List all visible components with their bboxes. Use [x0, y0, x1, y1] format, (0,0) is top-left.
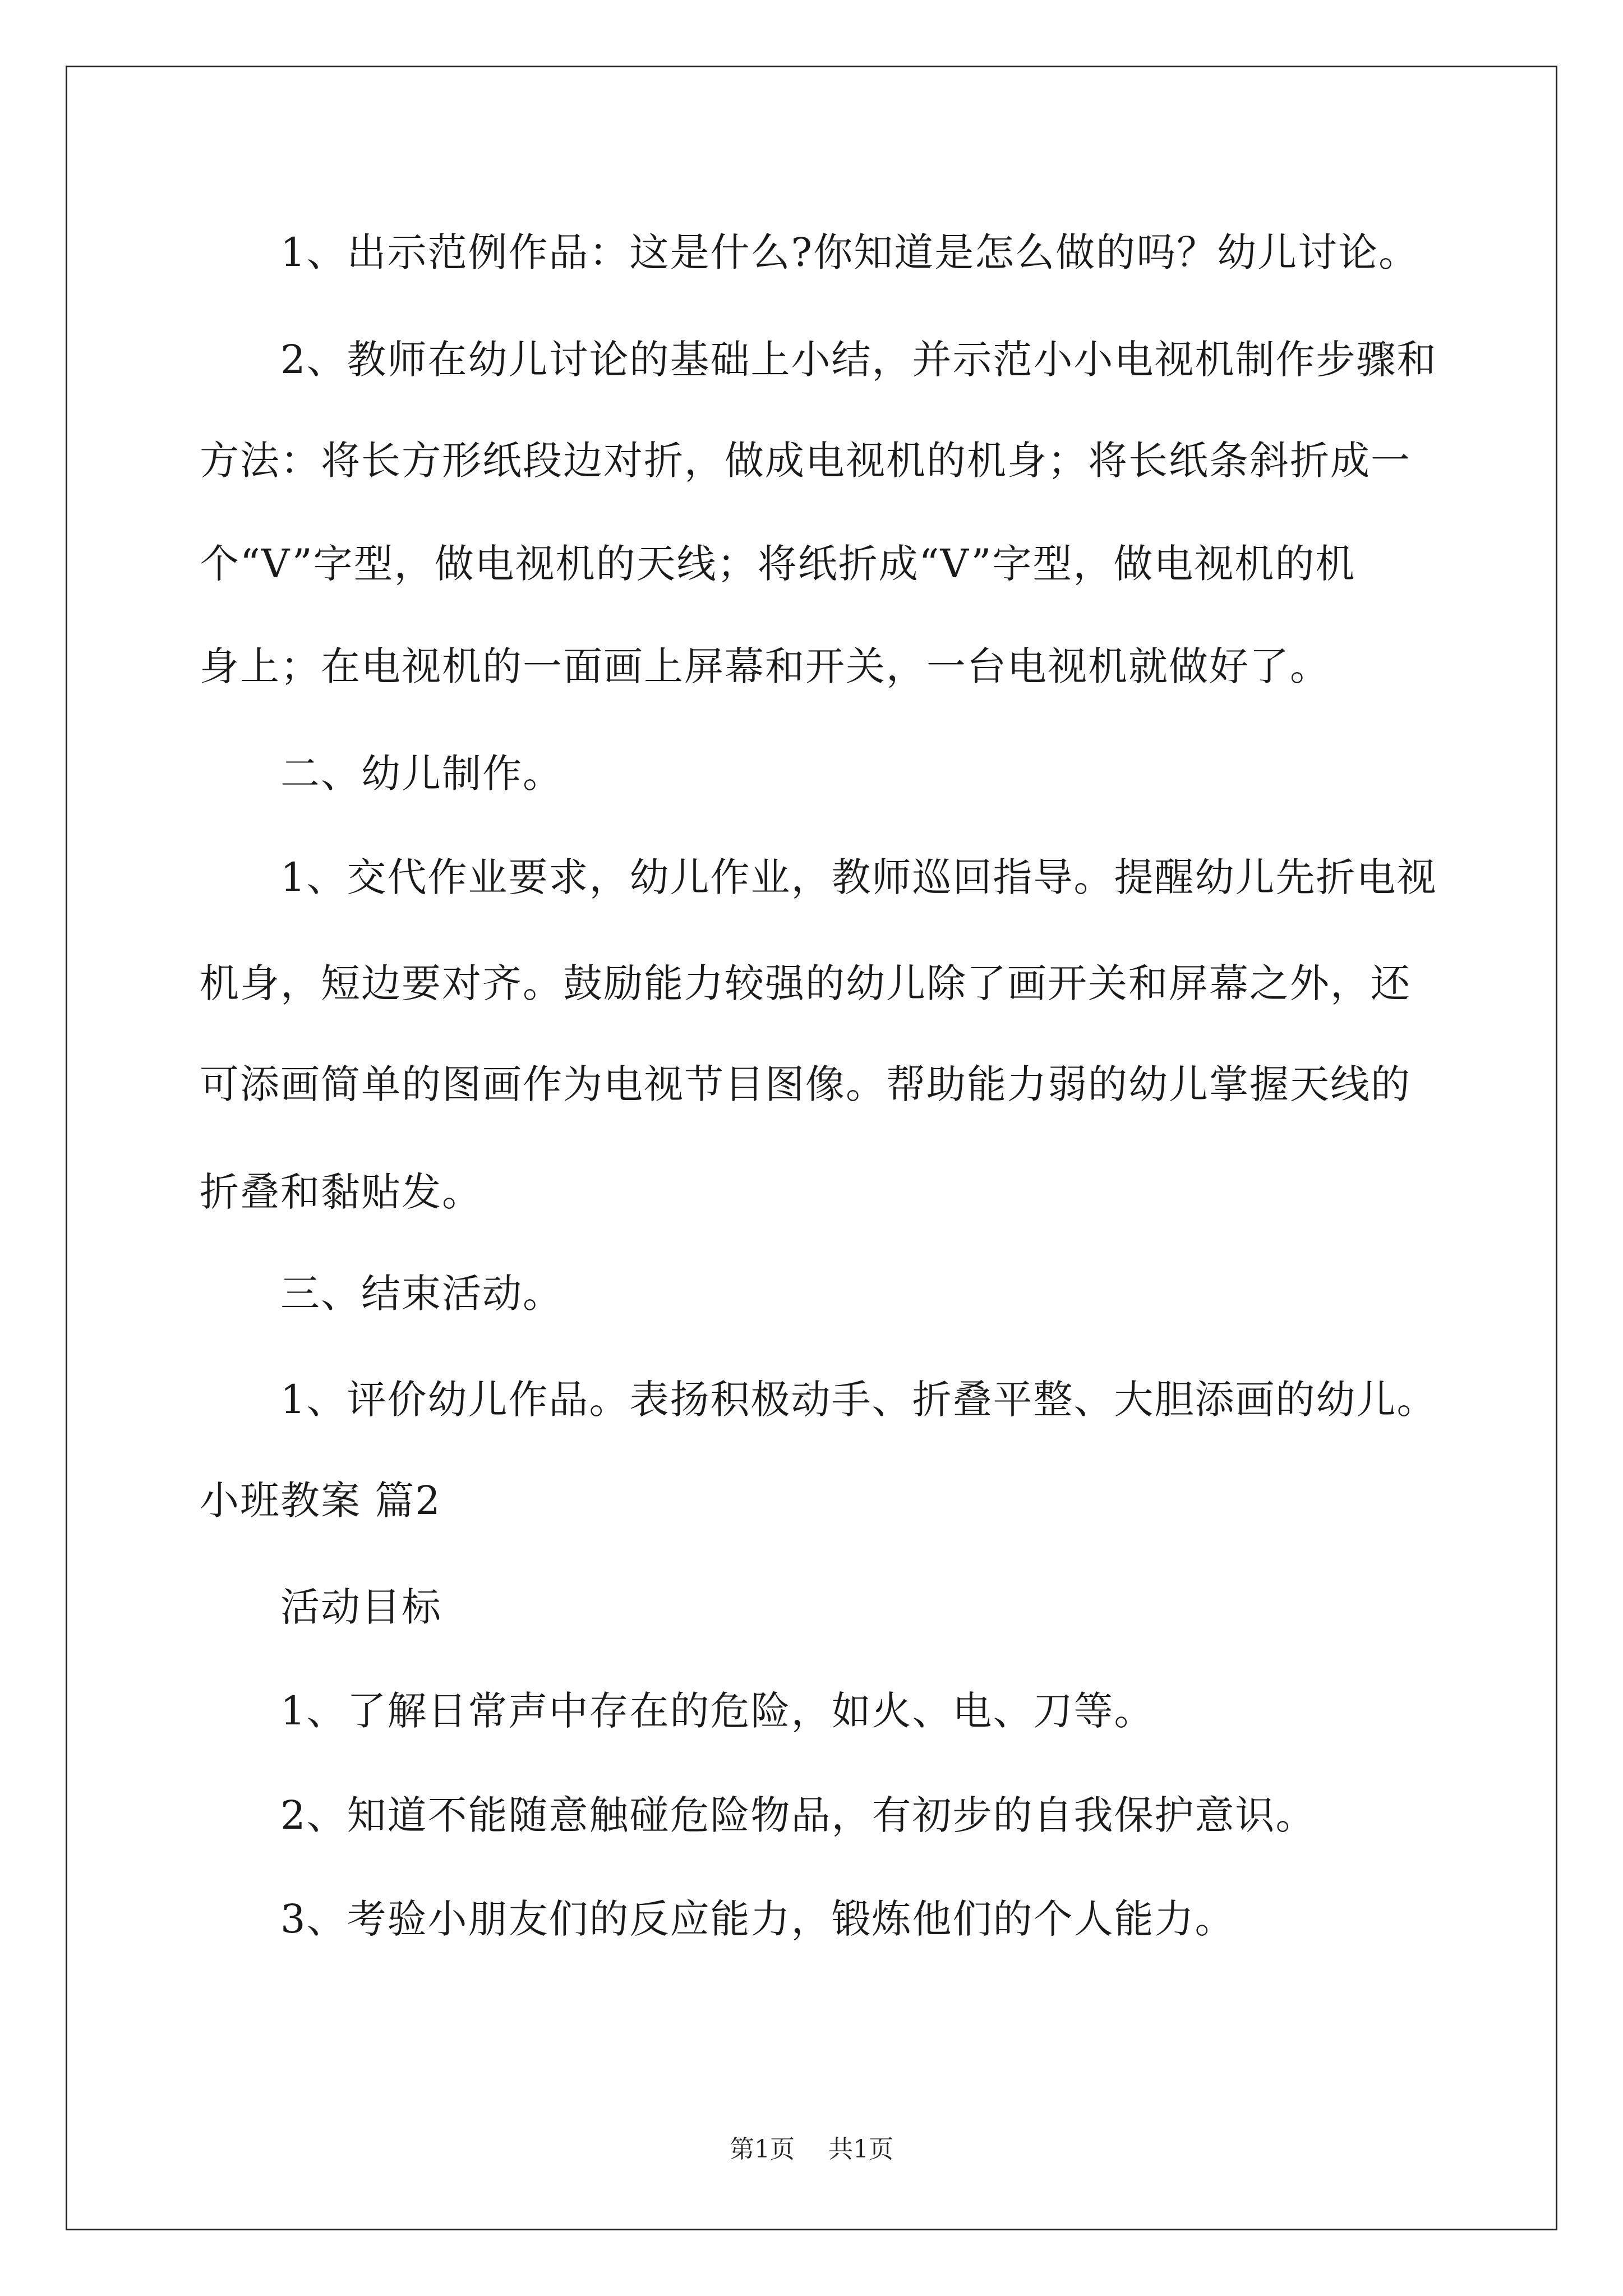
paragraph-line: 2、知道不能随意触碰危险物品，有初步的自我保护意识。: [280, 1792, 1316, 1838]
paragraph-line: 可添画简单的图画作为电视节目图像。帮助能力弱的幼儿掌握天线的: [200, 1061, 1411, 1107]
paragraph-line: 个“V”字型，做电视机的天线；将纸折成“V”字型，做电视机的机: [200, 541, 1356, 587]
section-heading: 三、结束活动。: [280, 1271, 563, 1317]
paragraph-line: 2、教师在幼儿讨论的基础上小结，并示范小小电视机制作步骤和: [280, 337, 1437, 383]
page-number-total: 共1页: [828, 2135, 893, 2164]
paragraph-line: 折叠和黏贴发。: [200, 1169, 482, 1215]
paragraph-line: 1、交代作业要求，幼儿作业，教师巡回指导。提醒幼儿先折电视: [280, 854, 1437, 900]
page-footer: [0, 2133, 1623, 2166]
paragraph-line: 3、考验小朋友们的反应能力，锻炼他们的个人能力。: [280, 1896, 1235, 1942]
paragraph-line: 1、评价幼儿作品。表扬积极动手、折叠平整、大胆添画的幼儿。: [280, 1377, 1437, 1423]
paragraph-line: 1、了解日常声中存在的危险，如火、电、刀等。: [280, 1688, 1155, 1734]
paragraph-line: 1、出示范例作品：这是什么?你知道是怎么做的吗？幼儿讨论。: [280, 229, 1419, 275]
lesson-title: 小班教案 篇2: [200, 1478, 441, 1524]
section-heading: 活动目标: [280, 1584, 442, 1630]
page-number-current: 第1页: [730, 2135, 795, 2164]
paragraph-line: 身上；在电视机的一面画上屏幕和开关，一台电视机就做好了。: [200, 643, 1330, 689]
paragraph-line: 方法：将长方形纸段边对折，做成电视机的机身；将长纸条斜折成一: [200, 438, 1411, 484]
section-heading: 二、幼儿制作。: [280, 751, 563, 797]
paragraph-line: 机身，短边要对齐。鼓励能力较强的幼儿除了画开关和屏幕之外，还: [200, 960, 1411, 1006]
